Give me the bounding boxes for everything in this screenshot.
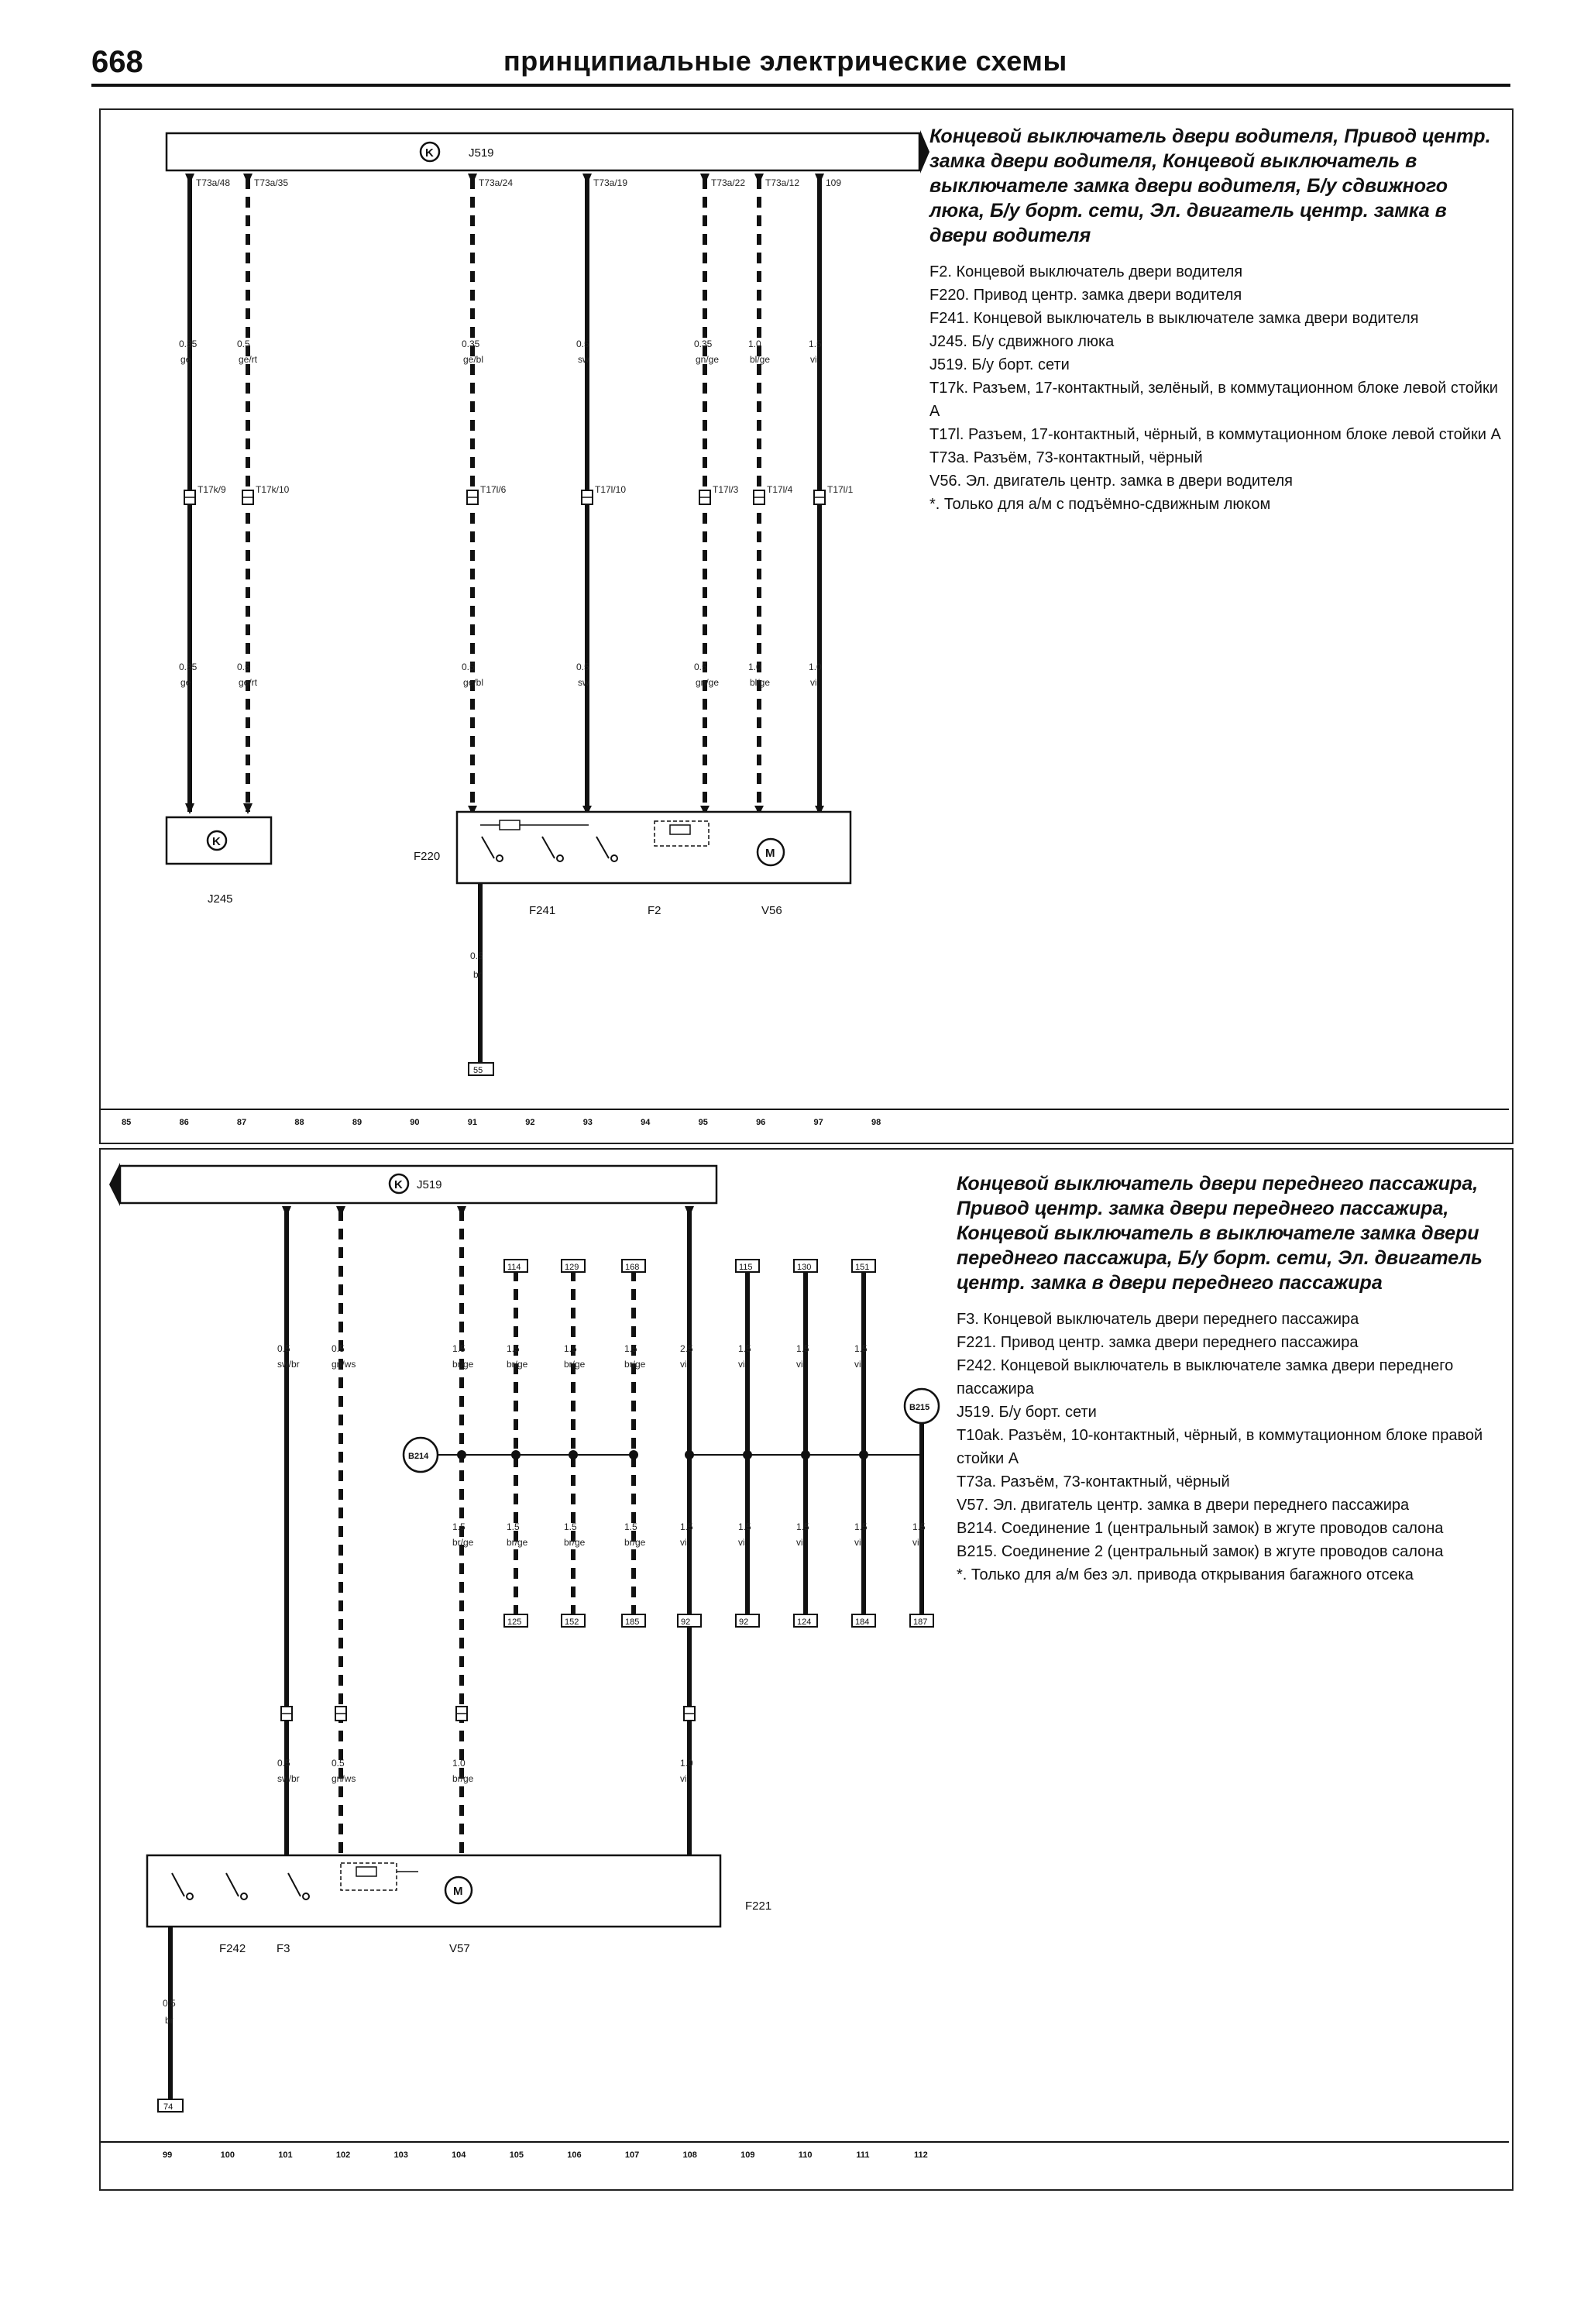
axis-column-label: 109 [740,2150,755,2160]
axis-column-label: 89 [352,1118,362,1127]
f2-label: F2 [648,904,661,917]
f221-component [147,1855,771,1955]
axis-column-label: 91 [467,1118,478,1127]
wire-color-label: sw [578,354,589,365]
wire-gauge-label: vi [796,1359,803,1370]
axis-column-label: 99 [163,2150,173,2160]
wire-pin-label: T73a/48 [196,177,231,188]
v56-label: V56 [761,904,782,917]
wire-gauge-label: 0.5 [332,1758,345,1769]
top-legend-item: J245. Б/у сдвижного люка [929,333,1115,350]
axis-column-label: 105 [509,2150,524,2160]
axis-column-label: 112 [914,2150,928,2160]
wire-gauge-label: 1.0 [748,339,761,349]
wire-ref-label: 130 [797,1263,812,1272]
j519-label-top: J519 [469,146,494,160]
connector-icon [456,1707,467,1721]
axis-column-label: 110 [798,2150,813,2160]
top-wires [179,174,854,815]
j245-unit [167,817,271,906]
wire-gauge-label: gn/ws [332,1359,356,1370]
axis-column-label: 88 [294,1118,304,1127]
top-legend-item: J519. Б/у борт. сети [929,356,1070,373]
svg-text:K: K [425,146,434,160]
bottom-legend-item: B214. Соединение 1 (центральный замок) в жгуте проводов салона [957,1520,1444,1537]
top-ground-wire [469,883,493,1075]
wire-pin-label: T73a/19 [593,177,628,188]
axis-column-label: 90 [410,1118,420,1127]
top-legend-item: T73a. Разъём, 73-контактный, чёрный [929,449,1203,466]
wire-gauge-label: 1.5 [624,1521,637,1532]
wire-gauge-label: 0.35 [694,339,713,349]
wire-color-label: gn/ge [696,677,720,688]
wire-ref-label: 114 [507,1263,521,1272]
svg-text:M: M [453,1885,463,1898]
bottom-legend-item: J519. Б/у борт. сети [957,1404,1097,1421]
connector-icon [281,1707,292,1721]
svg-text:0.5: 0.5 [470,951,483,961]
page-number: 668 [91,45,143,79]
wire-gauge-label: 0.5 [332,1343,345,1354]
wire-gauge-label: 1.0 [680,1758,693,1769]
axis-column-label: 100 [220,2150,235,2160]
connector-icon [582,490,593,504]
wire-gauge-label: 1.5 [738,1521,751,1532]
j245-label: J245 [208,892,233,906]
wire-color-label: bl/ge [750,354,771,365]
axis-column-label: 111 [856,2150,870,2160]
wire-pin-label: T73a/12 [765,177,800,188]
wire-color-label: vi [810,354,817,365]
wire-gauge-label: 0.35 [462,339,480,349]
wire-gauge-label: vi [738,1359,745,1370]
connector-label: T17k/9 [198,484,226,495]
axis-column-label: 96 [756,1118,766,1127]
wire-gauge-label: 0.35 [179,339,198,349]
wire-gauge-label: 1.5 [564,1343,577,1354]
top-legend-item: F241. Концевой выключатель в выключателе замка двери водителя [929,310,1419,327]
page-title: принципиальные электрические схемы [503,45,1067,77]
wire-color-label: ge/rt [239,677,258,688]
axis-column-label: 87 [236,1118,247,1127]
wire-gauge-label: 1.5 [624,1343,637,1354]
wire-gauge-label: 0.5 [237,339,250,349]
wire-gauge-label: 2.5 [680,1343,693,1354]
wire-color-label: ge [180,677,191,688]
axis-column-label: 106 [567,2150,582,2160]
wire-gauge-label: 1.5 [680,1521,693,1532]
axis-column-label: 108 [682,2150,697,2160]
wire-gauge-label: 1.0 [452,1758,466,1769]
top-wire [576,174,627,812]
wire-color-label: sw [578,677,589,688]
top-legend-item: F2. Концевой выключатель двери водителя [929,263,1243,280]
wire-gauge-label: 0.5 [694,662,707,672]
wire-gauge-label: br/ge [624,1359,646,1370]
wire-color-label: bl/ge [750,677,771,688]
axis-column-label: 85 [122,1118,132,1127]
connector-icon [754,490,765,504]
bottom-legend-item: F221. Привод центр. замка двери переднего пассажира [957,1334,1359,1351]
wire-pin-label: T73a/35 [254,177,289,188]
wire-color-label: ge/rt [239,354,258,365]
wire-gauge-label: sw/br [277,1359,300,1370]
wire-gauge-label: 1.5 [564,1521,577,1532]
wire-gauge-label: 1.5 [912,1521,926,1532]
axis-column-label: 102 [335,2150,351,2160]
top-axis-columns [122,1118,881,1127]
bottom-legend-item: F242. Концевой выключатель в выключателе замка двери переднего пассажира [957,1357,1454,1397]
wire-gauge-label: 1.0 [748,662,761,672]
bottom-legend-item: T73a. Разъём, 73-контактный, чёрный [957,1473,1230,1490]
wire-color-label: ge [180,354,191,365]
wire-ref-label: 115 [739,1263,753,1272]
b214-node [404,1438,438,1472]
wire-color-label: ge/bl [463,354,484,365]
wire-gauge-label: br/ge [452,1537,474,1548]
bottom-legend-items [957,1308,1499,1587]
connector-label: T17l/10 [595,484,627,495]
wire-ref-label: 125 [507,1618,522,1627]
top-legend-title: Концевой выключатель двери водителя, Привод центр. замка двери водителя, Концевой выключатель в выключателе замка двери водителя, Б/у сдвижного люка, Б/у борт. сети, Эл. двигатель центр. замка в двери водителя [929,125,1491,246]
wire-gauge-label: 0.35 [179,662,198,672]
wire-pin-label: 109 [826,177,842,188]
top-wire [748,174,799,812]
svg-text:0.5: 0.5 [163,1998,176,2009]
bottom-legend-item: F3. Концевой выключатель двери переднего пассажира [957,1311,1359,1328]
top-legend-item: *. Только для а/м с подъёмно-сдвижным люком [929,496,1271,513]
f241-label: F241 [529,904,556,917]
connector-icon [467,490,478,504]
wire-gauge-label: 1.5 [854,1521,868,1532]
wire-gauge-label: 1.5 [796,1343,809,1354]
connector-icon [335,1707,346,1721]
axis-column-label: 93 [582,1118,593,1127]
wire-gauge-label: 1.5 [738,1343,751,1354]
axis-column-label: 94 [641,1118,651,1127]
bottom-wires [277,1206,933,1855]
wire-ref-label: 168 [625,1263,640,1272]
wire-gauge-label: vi [680,1537,687,1548]
top-wire [179,174,230,812]
wire-gauge-label: 1.5 [507,1521,520,1532]
svg-text:B214: B214 [408,1452,429,1461]
axis-column-label: 101 [278,2150,293,2160]
bottom-legend-item: *. Только для а/м без эл. привода открывания багажного отсека [957,1566,1414,1583]
bottom-ground-wire [158,1927,183,2112]
wire-gauge-label: br/ge [564,1537,586,1548]
wire-gauge-label: 1.5 [452,1343,466,1354]
connector-icon [184,490,195,504]
connector-label: T17l/4 [767,484,793,495]
wire-ref-label: 151 [855,1263,870,1272]
wire-ref-label: 129 [565,1263,579,1272]
connector-label: T17l/6 [480,484,507,495]
wire-gauge-label: vi [854,1537,861,1548]
top-legend [929,124,1503,516]
wire-gauge-label: sw/br [277,1773,300,1784]
top-legend-item: T17k. Разъем, 17-контактный, зелёный, в коммутационном блоке левой стойки A [929,380,1498,420]
j519-unit-bottom [109,1163,716,1206]
axis-column-label: 86 [179,1118,189,1127]
b215-node [905,1389,939,1423]
wire-gauge-label: 1.5 [796,1521,809,1532]
wire-gauge-label: 1.5 [452,1521,466,1532]
bottom-legend-title: Концевой выключатель двери переднего пассажира, Привод центр. замка двери переднего пассажира, Концевой выключатель в выключателе замка двери переднего пассажира, Б/у борт. сети, Эл. двигатель центр. замка в двери переднего пассажира [957,1173,1483,1294]
wire-gauge-label: 1.0 [809,662,822,672]
top-legend-item: T17l. Разъем, 17-контактный, чёрный, в коммутационном блоке левой стойки A [929,426,1501,443]
svg-text:br: br [165,2015,174,2026]
wire-gauge-label: br/ge [452,1359,474,1370]
wire-ref-label: 185 [625,1618,640,1627]
axis-column-label: 97 [813,1118,823,1127]
top-legend-item: V56. Эл. двигатель центр. замка в двери водителя [929,473,1293,490]
wire-gauge-label: br/ge [564,1359,586,1370]
wire-ref-label: 92 [739,1618,749,1627]
top-legend-items [929,260,1503,516]
axis-column-label: 92 [525,1118,535,1127]
j519-unit-top [167,130,929,174]
wire-gauge-label: 1.5 [854,1343,868,1354]
wire-gauge-label: vi [738,1537,745,1548]
svg-text:M: M [765,847,775,860]
wire-gauge-label: br/ge [452,1773,474,1784]
svg-text:K: K [394,1178,403,1191]
wire-gauge-label: 0.5 [277,1343,290,1354]
f221-label: F221 [745,1899,772,1913]
v57-label: V57 [449,1942,470,1955]
axis-column-label: 95 [698,1118,708,1127]
svg-text:br: br [473,969,482,980]
axis-column-label: 104 [452,2150,466,2160]
wire-gauge-label: 0.5 [277,1758,290,1769]
f242-label: F242 [219,1942,246,1955]
bottom-legend [957,1171,1499,1587]
svg-text:K: K [212,835,221,848]
wire-gauge-label: 0.5 [576,662,589,672]
wire-ref-label: 184 [855,1618,870,1627]
wire-gauge-label: vi [912,1537,919,1548]
wire-pin-label: T73a/24 [479,177,514,188]
connector-label: T17l/3 [713,484,739,495]
wire-gauge-label: 0.5 [462,662,475,672]
wire-gauge-label: 0.5 [237,662,250,672]
wire-gauge-label: vi [854,1359,861,1370]
top-legend-item: F220. Привод центр. замка двери водителя [929,287,1242,304]
wire-gauge-label: vi [680,1359,687,1370]
connector-icon [814,490,825,504]
bottom-axis-columns [163,2150,928,2160]
wire-gauge-label: vi [680,1773,687,1784]
wire-gauge-label: 1.5 [809,339,822,349]
wire-gauge-label: 1.5 [507,1343,520,1354]
bottom-legend-item: B215. Соединение 2 (центральный замок) в жгуте проводов салона [957,1543,1444,1560]
wire-color-label: vi [810,677,817,688]
svg-text:55: 55 [473,1066,483,1075]
wire-ref-label: 92 [681,1618,691,1627]
axis-column-label: 98 [871,1118,881,1127]
axis-column-label: 107 [624,2150,640,2160]
connector-icon [242,490,253,504]
top-wire [809,174,854,812]
connector-label: T17l/1 [827,484,854,495]
wire-gauge-label: vi [796,1537,803,1548]
f3-label: F3 [277,1942,290,1955]
connector-label: T17k/10 [256,484,290,495]
bottom-legend-item: T10ak. Разъём, 10-контактный, чёрный, в коммутационном блоке правой стойки A [957,1427,1483,1467]
connector-icon [699,490,710,504]
wire-color-label: gn/ge [696,354,720,365]
connector-icon [684,1707,695,1721]
wire-gauge-label: 0.5 [576,339,589,349]
wire-ref-label: 152 [565,1618,579,1627]
wire-pin-label: T73a/22 [711,177,746,188]
j519-label-bottom: J519 [417,1178,442,1191]
f220-label: F220 [414,850,441,863]
wire-gauge-label: br/ge [507,1537,528,1548]
wire-ref-label: 124 [797,1618,812,1627]
wire-ref-label: 187 [913,1618,928,1627]
bottom-legend-item: V57. Эл. двигатель центр. замка в двери переднего пассажира [957,1497,1410,1514]
wire-gauge-label: br/ge [507,1359,528,1370]
top-wire [694,174,745,812]
top-wire [462,174,513,812]
axis-column-label: 103 [393,2150,408,2160]
svg-text:74: 74 [163,2102,174,2112]
top-wire [237,174,290,812]
wire-gauge-label: br/ge [624,1537,646,1548]
wire-color-label: ge/bl [463,677,484,688]
wire-gauge-label: gn/ws [332,1773,356,1784]
svg-text:B215: B215 [909,1403,930,1412]
